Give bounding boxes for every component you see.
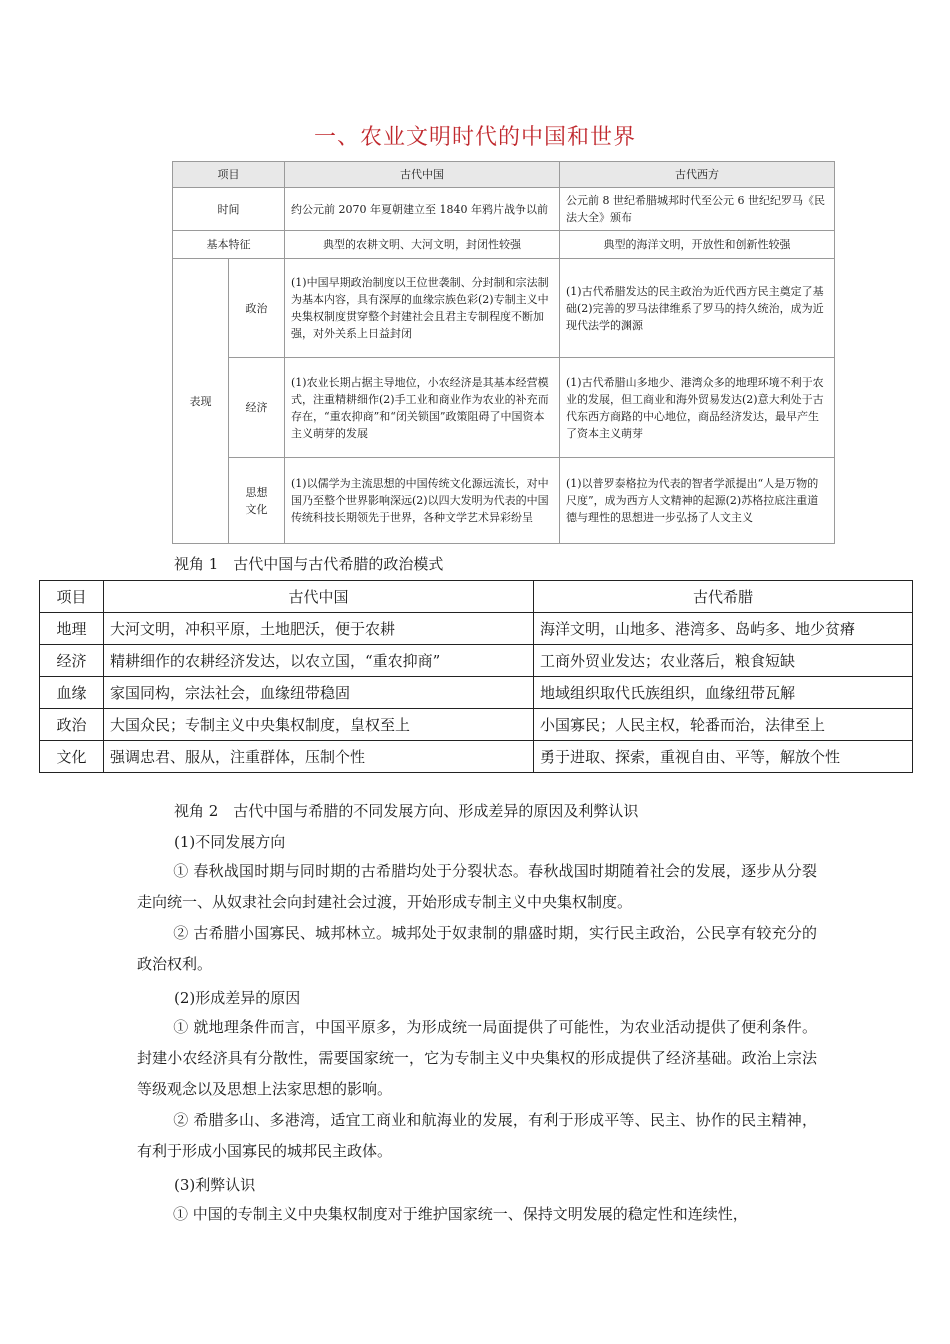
row-label-performance: 表现 [173,259,229,544]
paragraph-2-1 [137,1012,817,1105]
row-label-time: 时间 [173,188,285,231]
t2-row-label: 经济 [40,645,104,677]
section-heading-3: (3)利弊认识 [174,1176,256,1194]
paragraph-text: ② 希腊多山、多港湾，适宜工商业和航海业的发展，有利于形成平等、民主、协作的民主精神，有利于形成小国寡民的城邦民主政体。 [137,1111,817,1160]
t2-cell-greece: 小国寡民；人民主权，轮番而治，法律至上 [534,709,913,741]
caption-perspective-1: 视角 1 古代中国与古代希腊的政治模式 [174,555,444,573]
t2-cell-china: 强调忠君、服从，注重群体，压制个性 [104,741,534,773]
politics-china: (1)中国早期政治制度以王位世袭制、分封制和宗法制为基本内容，具有深厚的血缘宗族色彩(2)专制主义中央集权制度贯穿整个封建社会且君主专制程度不断加强，对外关系上日益封闭 [285,259,560,358]
civilization-comparison-table [172,161,835,544]
t2-cell-china: 大河文明，冲积平原，土地肥沃，便于农耕 [104,613,534,645]
t2-header-item: 项目 [40,581,104,613]
paragraph-text: ① 中国的专制主义中央集权制度对于维护国家统一、保持文明发展的稳定性和连续性， [173,1205,748,1223]
t2-cell-greece: 海洋文明，山地多、港湾多、岛屿多、地少贫瘠 [534,613,913,645]
page-title: 一、农业文明时代的中国和世界 [313,125,636,150]
caption-perspective-2: 视角 2 古代中国与希腊的不同发展方向、形成差异的原因及利弊认识 [174,802,639,820]
paragraph-text: ① 春秋战国时期与同时期的古希腊均处于分裂状态。春秋战国时期随着社会的发展，逐步从分裂走向统一、从奴隶社会向封建社会过渡，开始形成专制主义中央集权制度。 [137,862,817,911]
t2-row-label: 血缘 [40,677,104,709]
row-label-economy: 经济 [229,358,285,458]
t2-cell-china: 大国众民；专制主义中央集权制度，皇权至上 [104,709,534,741]
time-west: 公元前 8 世纪希腊城邦时代至公元 6 世纪纪罗马《民法大全》颁布 [560,188,835,231]
paragraph-text: ② 古希腊小国寡民、城邦林立。城邦处于奴隶制的鼎盛时期，实行民主政治，公民享有较充分的政治权利。 [137,924,817,973]
paragraph-1-1 [137,856,817,918]
t2-row-label: 地理 [40,613,104,645]
politics-west: (1)古代希腊发达的民主政治为近代西方民主奠定了基础(2)完善的罗马法律维系了罗马的持久统治，成为近现代法学的渊源 [560,259,835,358]
row-label-politics: 政治 [229,259,285,358]
t2-row-label: 文化 [40,741,104,773]
t2-row-label: 政治 [40,709,104,741]
paragraph-1-2 [137,918,817,980]
t2-cell-greece: 地域组织取代氏族组织，血缘纽带瓦解 [534,677,913,709]
t2-cell-greece: 工商外贸业发达；农业落后，粮食短缺 [534,645,913,677]
t2-cell-china: 精耕细作的农耕经济发达，以农立国，“重农抑商” [104,645,534,677]
political-model-table [39,580,913,773]
paragraph-2-2 [137,1105,817,1167]
row-label-thought: 思想文化 [229,458,285,544]
feature-china: 典型的农耕文明、大河文明，封闭性较强 [285,231,560,259]
thought-west: (1)以普罗泰格拉为代表的智者学派提出“人是万物的尺度”，成为西方人文精神的起源(2)苏格拉底注重道德与理性的思想进一步弘扬了人文主义 [560,458,835,544]
paragraph-text: ① 就地理条件而言，中国平原多，为形成统一局面提供了可能性，为农业活动提供了便利条件。封建小农经济具有分散性，需要国家统一，它为专制主义中央集权的形成提供了经济基础。政治上宗法等级观念以及思想上法家思想的影响。 [137,1018,817,1098]
thought-china: (1)以儒学为主流思想的中国传统文化源远流长，对中国乃至整个世界影响深远(2)以四大发明为代表的中国传统科技长期领先于世界，各种文学艺术异彩纷呈 [285,458,560,544]
t2-header-china: 古代中国 [104,581,534,613]
header-west: 古代西方 [560,162,835,188]
section-heading-1: (1)不同发展方向 [174,833,286,851]
economy-west: (1)古代希腊山多地少、港湾众多的地理环境不利于农业的发展，但工商业和海外贸易发达(2)意大利处于古代东西方商路的中心地位，商品经济发达，最早产生了资本主义萌芽 [560,358,835,458]
paragraph-3-1 [137,1199,817,1230]
t2-cell-greece: 勇于进取、探索，重视自由、平等，解放个性 [534,741,913,773]
t2-header-greece: 古代希腊 [534,581,913,613]
t2-cell-china: 家国同构，宗法社会，血缘纽带稳固 [104,677,534,709]
time-china: 约公元前 2070 年夏朝建立至 1840 年鸦片战争以前 [285,188,560,231]
feature-west: 典型的海洋文明，开放性和创新性较强 [560,231,835,259]
row-label-feature: 基本特征 [173,231,285,259]
header-china: 古代中国 [285,162,560,188]
section-heading-2: (2)形成差异的原因 [174,989,301,1007]
header-item: 项目 [173,162,285,188]
economy-china: (1)农业长期占据主导地位，小农经济是其基本经营模式，注重精耕细作(2)手工业和商业作为农业的补充而存在，“重农抑商”和“闭关锁国”政策阻碍了中国资本主义萌芽的发展 [285,358,560,458]
